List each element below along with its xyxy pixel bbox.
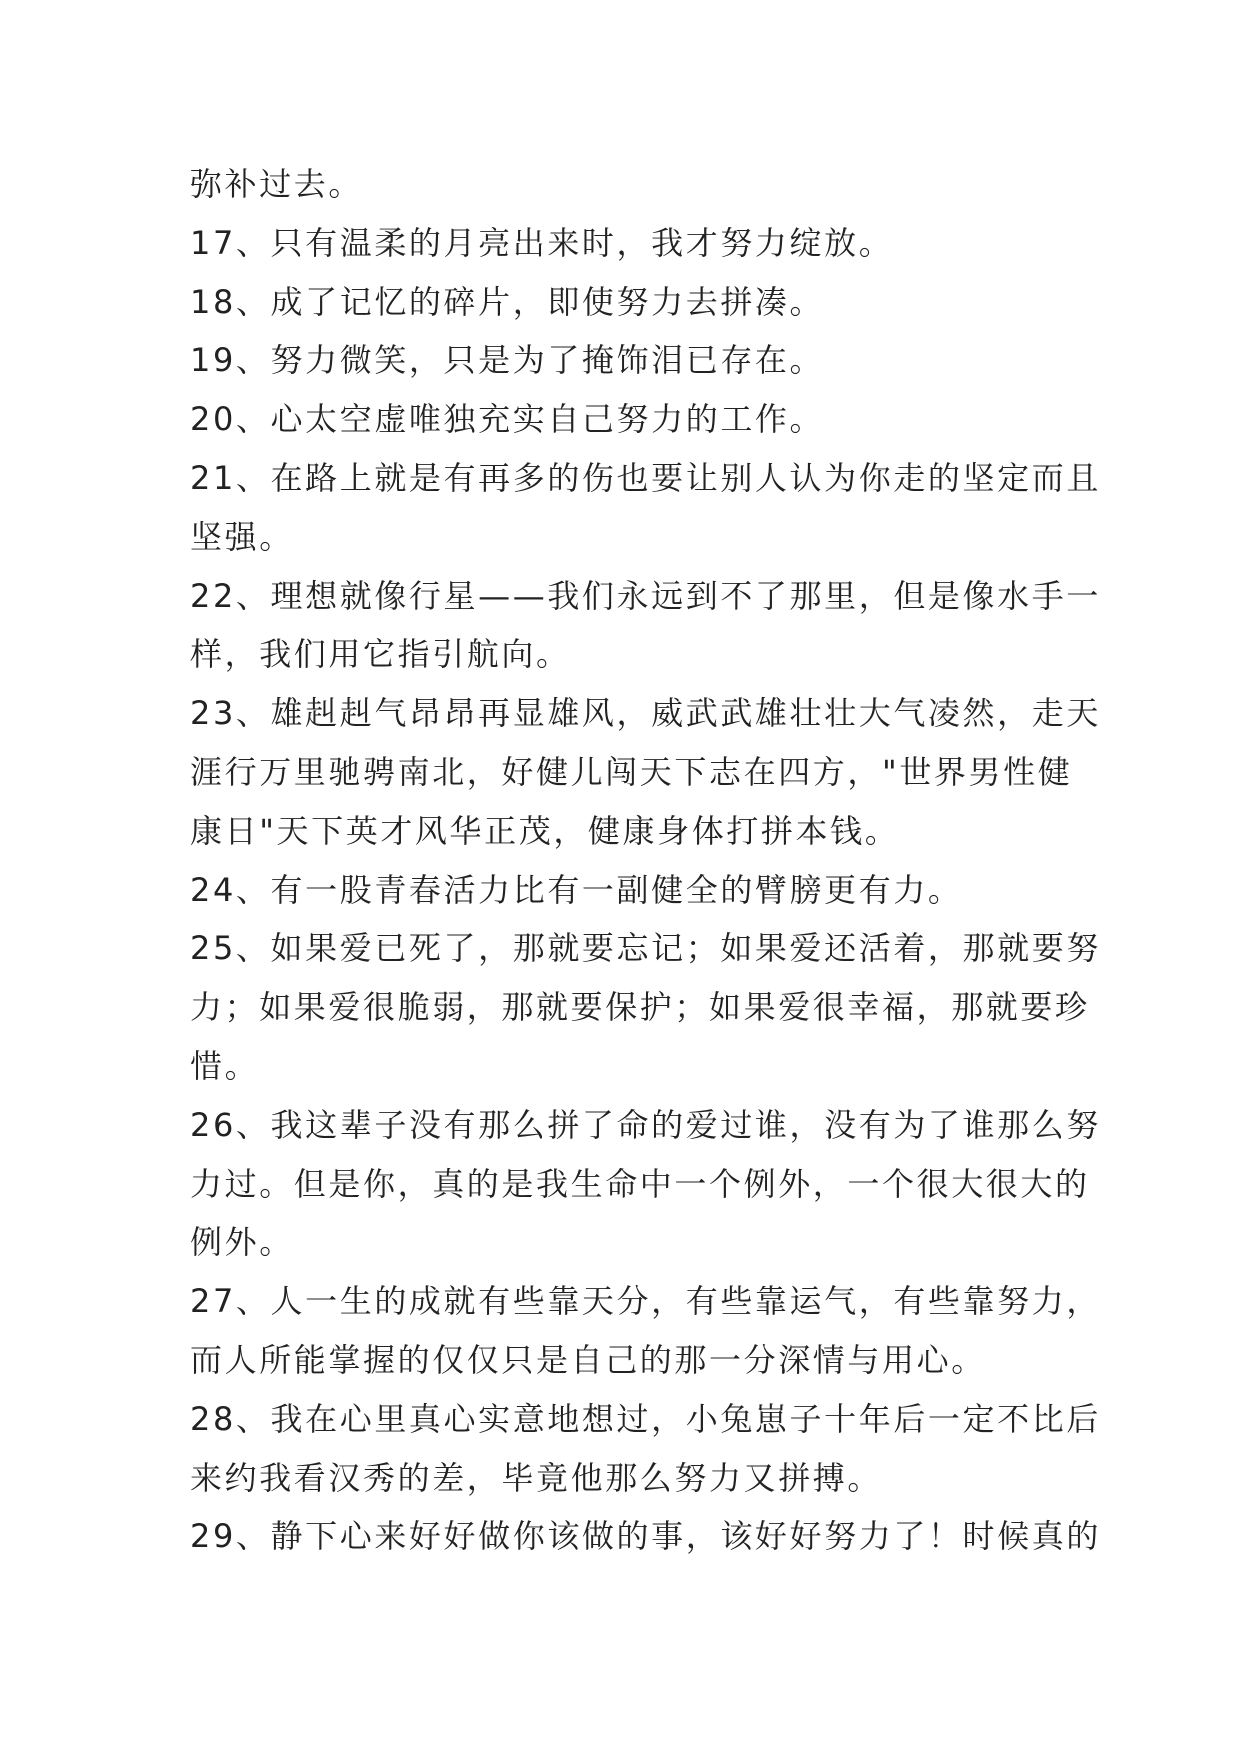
text-line: 坚强。 <box>190 517 294 556</box>
text-line: 样，我们用它指引航向。 <box>190 635 571 674</box>
text-line: 例外。 <box>190 1223 294 1262</box>
text-line: 26、我这辈子没有那么拼了命的爱过谁，没有为了谁那么努 <box>190 1105 1101 1144</box>
text-line: 21、在路上就是有再多的伤也要让别人认为你走的坚定而且 <box>190 458 1101 497</box>
document-body <box>190 155 1101 1566</box>
text-line: 涯行万里驰骋南北，好健儿闯天下志在四方，"世界男性健 <box>190 752 1073 791</box>
text-line: 康日"天下英才风华正茂，健康身体打拼本钱。 <box>190 811 900 850</box>
text-line: 22、理想就像行星——我们永远到不了那里，但是像水手一 <box>190 576 1101 615</box>
text-line: 惜。 <box>190 1046 260 1085</box>
text-line: 19、努力微笑，只是为了掩饰泪已存在。 <box>190 341 825 380</box>
text-line: 25、如果爱已死了，那就要忘记；如果爱还活着，那就要努 <box>190 929 1101 968</box>
text-line: 24、有一股青春活力比有一副健全的臂膀更有力。 <box>190 870 963 909</box>
text-line: 27、人一生的成就有些靠天分，有些靠运气，有些靠努力， <box>190 1282 1101 1321</box>
text-line: 23、雄赳赳气昂昂再显雄风，威武武雄壮壮大气凌然，走天 <box>190 694 1101 733</box>
text-line: 弥补过去。 <box>190 165 364 203</box>
text-line: 力过。但是你，真的是我生命中一个例外，一个很大很大的 <box>190 1164 1090 1203</box>
text-line: 来约我看汉秀的差，毕竟他那么努力又拼搏。 <box>190 1458 883 1497</box>
text-line: 20、心太空虚唯独充实自己努力的工作。 <box>190 400 825 439</box>
text-line: 29、静下心来好好做你该做的事，该好好努力了！时候真的 <box>190 1517 1101 1556</box>
text-line: 17、只有温柔的月亮出来时，我才努力绽放。 <box>190 223 894 262</box>
text-line: 力；如果爱很脆弱，那就要保护；如果爱很幸福，那就要珍 <box>190 988 1090 1027</box>
text-line: 18、成了记忆的碎片，即使努力去拼凑。 <box>190 282 825 321</box>
text-line: 而人所能掌握的仅仅只是自己的那一分深情与用心。 <box>190 1340 986 1379</box>
text-line: 28、我在心里真心实意地想过，小兔崽子十年后一定不比后 <box>190 1399 1101 1438</box>
